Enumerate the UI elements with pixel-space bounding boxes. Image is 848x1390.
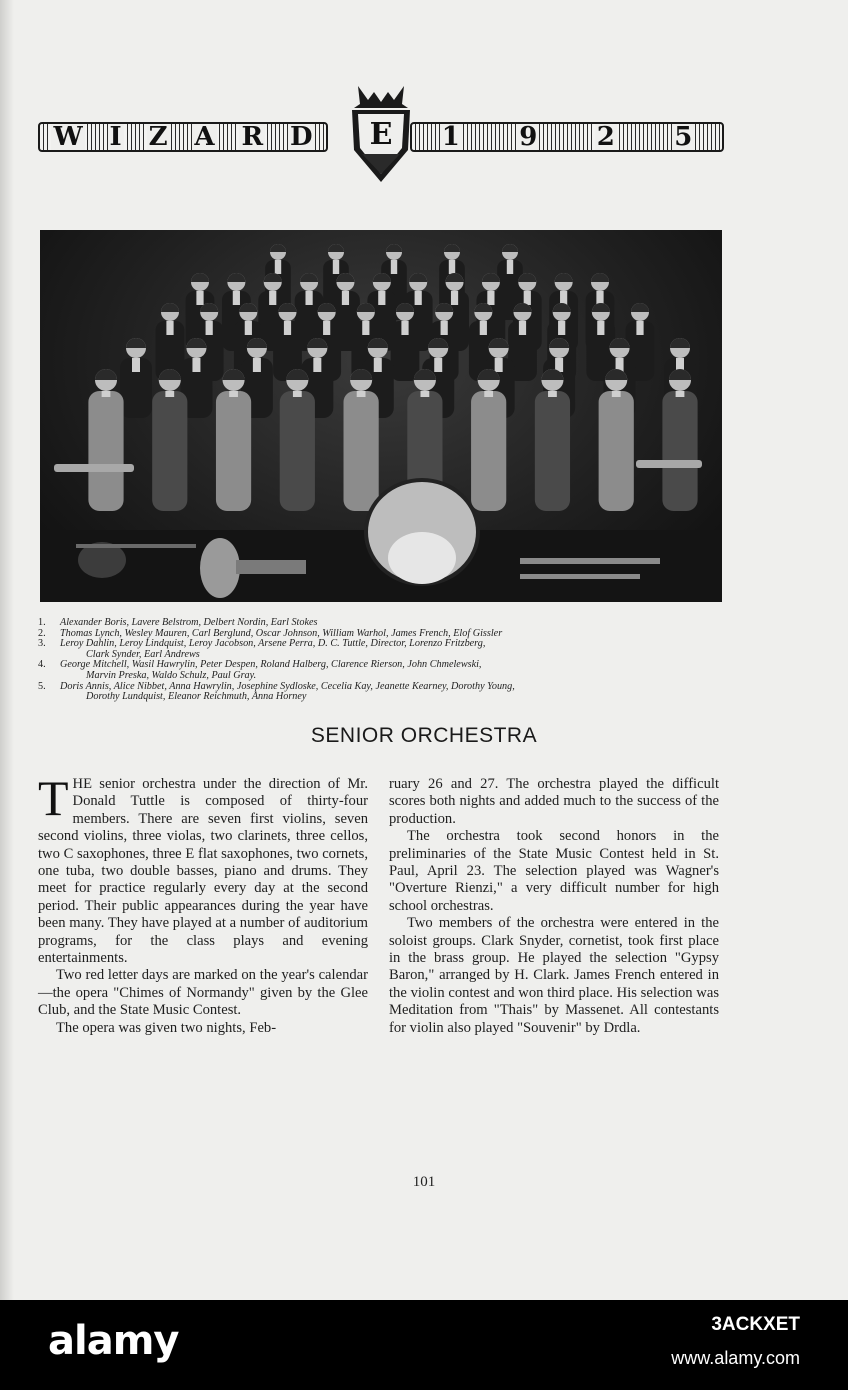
drop-cap: T xyxy=(38,770,69,826)
article-column-right xyxy=(389,776,719,1037)
caption-row-names xyxy=(60,639,724,660)
caption-line: Clark Synder, Earl Andrews xyxy=(86,648,200,660)
caption-line: Marvin Preska, Waldo Schulz, Paul Gray. xyxy=(86,669,257,681)
caption-row-number: 2. xyxy=(38,627,46,639)
caption-line: George Mitchell, Wasil Hawrylin, Peter Despen, Roland Halberg, Clarence Rierson, John Chmelewski, xyxy=(60,659,482,671)
caption-row-number: 1. xyxy=(38,617,46,628)
cello-neck-icon xyxy=(76,544,196,548)
caption-row-number: 5. xyxy=(38,680,46,692)
drum-head-icon xyxy=(388,532,456,584)
caption-line: Alexander Boris, Lavere Belstrom, Delbert Nordin, Earl Stokes xyxy=(60,617,318,628)
article-paragraph: The orchestra took second honors in the preliminaries of the State Music Contest held in St. Paul, April 23. The selection played was Wagner's "Overture Rienzi," a very difficult number for high school orchestras. xyxy=(389,828,719,914)
caption-row-number: 3. xyxy=(38,638,46,650)
banner-letter: R xyxy=(241,122,264,152)
caption-line: Thomas Lynch, Wesley Mauren, Carl Berglund, Oscar Johnson, William Warhol, James French, Elof Gissler xyxy=(60,627,503,639)
orchestra-member xyxy=(88,369,123,511)
caption-row-number: 4. xyxy=(38,659,46,671)
article-paragraph: ruary 26 and 27. The orchestra played the difficult scores both nights and added much to the success of the production. xyxy=(389,776,719,827)
caption-row xyxy=(38,639,724,660)
orchestra-member xyxy=(120,338,152,418)
article-paragraph: The opera was given two nights, Feb- xyxy=(56,1019,277,1036)
caption-row xyxy=(38,660,724,681)
photo-caption xyxy=(38,618,724,703)
trombone-icon xyxy=(520,558,660,564)
banner-right-bar xyxy=(410,122,724,152)
brand-logo: alamy xyxy=(48,1318,179,1364)
banner-digit: 5 xyxy=(674,122,693,152)
saxophone-icon xyxy=(636,460,702,468)
caption-line: Dorothy Lundquist, Eleanor Reichmuth, Anna Horney xyxy=(86,691,307,703)
site-url: www.alamy.com xyxy=(671,1348,800,1368)
banner-letter: W xyxy=(53,122,83,152)
banner-digit: 9 xyxy=(519,122,538,152)
banner-digit: 2 xyxy=(596,122,615,152)
article-paragraph: Two members of the orchestra were entered in the soloist groups. Clark Snyder, cornetist, took first place in the brass group. He played the selection "Gypsy Baron," arranged by H. Clark. James French entered in the violin contest and won third place. His selection was Meditation from "Thais" by Massenet. All contestants for violin also played "Souvenir" by Drdla. xyxy=(389,915,719,1036)
orchestra-photo-illustration xyxy=(40,230,722,602)
crest-shield-icon xyxy=(344,78,418,190)
article-paragraph: Two red letter days are marked on the year's calendar—the opera "Chimes of Normandy" given by the Glee Club, and the State Music Contest. xyxy=(38,967,368,1019)
caption-row-names xyxy=(60,660,724,681)
banner-letter: D xyxy=(289,122,313,152)
page-binding-shadow xyxy=(0,0,14,1300)
article-column-left xyxy=(38,770,368,1037)
caption-row xyxy=(38,618,724,629)
caption-line: Doris Annis, Alice Nibbet, Anna Hawrylin, Josephine Sydloske, Cecelia Kay, Jeanette Kearney, Dorothy Young, xyxy=(60,680,515,692)
banner-letter: Z xyxy=(148,122,168,152)
banner-letter: A xyxy=(194,122,215,152)
tuba-icon xyxy=(200,538,240,598)
article-paragraph xyxy=(38,770,368,967)
page-number: 101 xyxy=(412,1174,436,1190)
watermark-footer xyxy=(0,1300,848,1390)
caption-row-names xyxy=(60,682,724,703)
article-title: SENIOR ORCHESTRA xyxy=(310,724,538,747)
trombone-slide-icon xyxy=(520,574,640,579)
caption-row xyxy=(38,682,724,703)
wizard-1925-banner xyxy=(38,78,722,190)
banner-digit: 1 xyxy=(441,122,460,152)
paragraph-text: HE senior orchestra under the direction of Mr. Donald Tuttle is composed of thirty-four members. There are seven first violins, seven second violins, three violas, two clarinets, three cellos, two C saxophones, three E flat saxophones, two cornets, one tuba, two double basses, piano and drums. They meet for practice regularly every day at the second period. Their public appearances during the year have been many. They have played at a number of auditorium programs, for the class plays and evening entertainments. xyxy=(38,776,368,967)
crest-letter: E xyxy=(369,117,393,152)
caption-line: Leroy Dahlin, Leroy Lindquist, Leroy Jacobson, Arsene Perra, D. C. Tuttle, Director, Lorenzo Fritzberg, xyxy=(60,638,486,650)
image-id: 3ACKXET xyxy=(711,1314,800,1335)
banner-left-bar xyxy=(38,122,328,152)
banner-letter: I xyxy=(109,122,122,152)
orchestra-group-photo xyxy=(40,230,722,602)
saxophone-icon xyxy=(54,464,134,472)
caption-row-names xyxy=(60,618,724,629)
tuba-tube-icon xyxy=(236,560,306,574)
